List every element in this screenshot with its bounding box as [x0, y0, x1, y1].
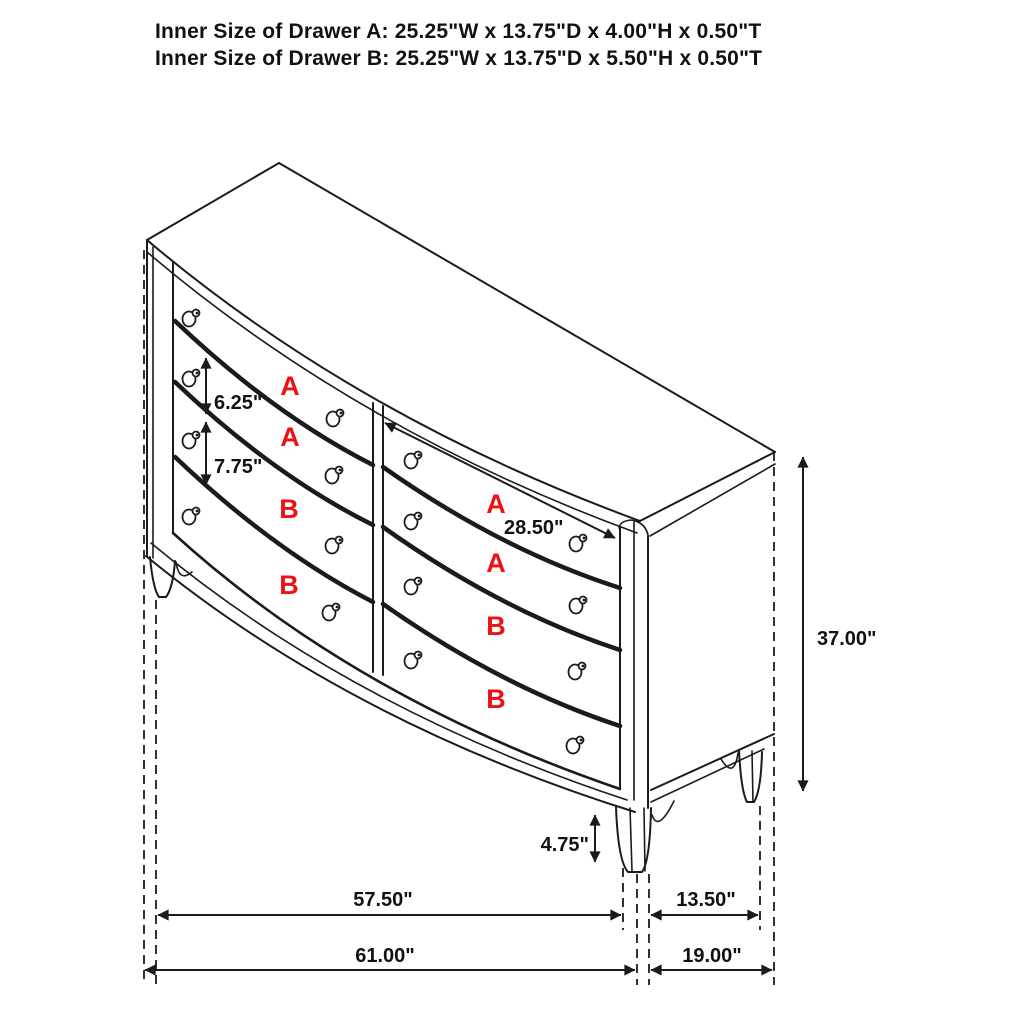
knob	[183, 310, 200, 327]
side-bottom-edge	[651, 734, 774, 790]
left-drawer-2-label: A	[280, 422, 300, 452]
top-front-edge	[147, 240, 640, 521]
knob	[326, 467, 343, 484]
front-right-leg-edge1	[630, 808, 632, 871]
knob	[405, 452, 422, 469]
top-back-edge	[279, 163, 775, 452]
knob	[569, 663, 586, 680]
knob	[570, 535, 587, 552]
right-drawer-3-label: B	[486, 611, 506, 641]
knob	[570, 597, 587, 614]
cabinet-top	[147, 163, 775, 536]
dim-label-overall-depth: 19.00"	[682, 945, 742, 967]
top-left-edge	[147, 163, 279, 240]
knob	[405, 652, 422, 669]
dim-arrow-28-50	[385, 423, 615, 538]
right-drawer-1-label: A	[486, 489, 506, 519]
back-right-leg	[739, 750, 762, 802]
base-rail	[146, 533, 635, 812]
knob	[183, 370, 200, 387]
right-side-panel	[651, 734, 774, 802]
extension-lines	[144, 250, 774, 985]
dimension-labels	[214, 392, 877, 967]
knob	[183, 508, 200, 525]
dim-label-drawer-b-height: 7.75"	[214, 456, 263, 478]
dim-label-overall-width: 61.00"	[355, 945, 415, 967]
dim-label-front-width-inner: 57.50"	[353, 889, 413, 911]
cabinet-frame	[147, 240, 648, 808]
knob	[327, 410, 344, 427]
knob	[323, 604, 340, 621]
dim-label-drawer-a-height: 6.25"	[214, 392, 263, 414]
left-drawer-3-label: B	[279, 494, 299, 524]
drawer-b-inner-size: Inner Size of Drawer B: 25.25"W x 13.75"D x 5.50"H x 0.50"T	[155, 47, 763, 70]
dim-label-overall-height: 37.00"	[817, 628, 877, 650]
front-right-leg	[616, 807, 651, 872]
base-mid-curve	[151, 543, 627, 800]
dim-label-leg-height: 4.75"	[540, 834, 589, 856]
right-drawer-4-label: B	[486, 684, 506, 714]
right-drawer-2-label: A	[486, 548, 506, 578]
knob	[567, 737, 584, 754]
knob	[405, 578, 422, 595]
dim-label-side-depth-inner: 13.50"	[676, 889, 736, 911]
back-right-leg-edge	[752, 751, 753, 802]
legs	[150, 557, 762, 872]
side-bottom-rail	[651, 749, 764, 802]
top-band-side	[650, 464, 775, 536]
knob	[326, 537, 343, 554]
front-right-leg-bracket	[652, 801, 674, 821]
base-bottom-curve	[146, 556, 635, 812]
top-right-edge	[640, 452, 775, 521]
base-top-curve	[173, 533, 620, 789]
drawer-a-inner-size: Inner Size of Drawer A: 25.25"W x 13.75"D x 4.00"H x 0.50"T	[155, 20, 762, 43]
left-separator-3	[175, 457, 373, 602]
front-right-leg-edge2	[644, 808, 645, 871]
knob	[405, 513, 422, 530]
left-drawer-4-label: B	[279, 570, 299, 600]
left-drawer-1-label: A	[280, 371, 300, 401]
knob	[183, 432, 200, 449]
dim-label-opening-width: 28.50"	[504, 517, 564, 539]
